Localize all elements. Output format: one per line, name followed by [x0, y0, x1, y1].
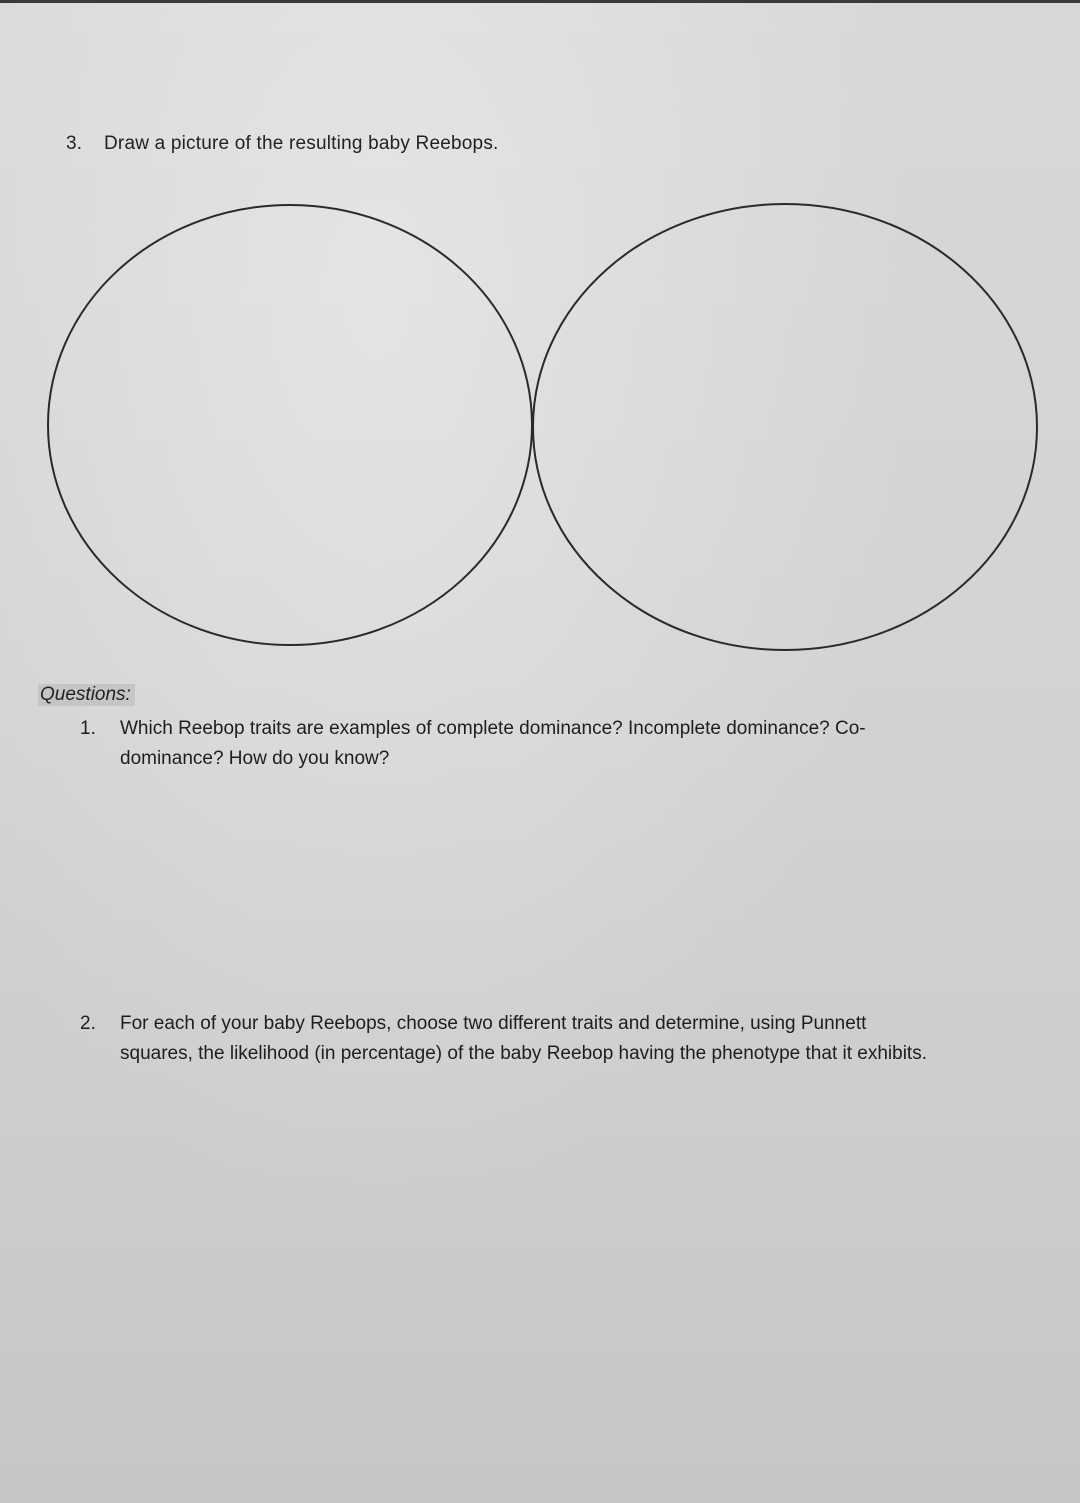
item-3-text: Draw a picture of the resulting baby Reebops.: [104, 133, 499, 154]
question-1-number: 1.: [80, 718, 96, 739]
question-2-number: 2.: [80, 1013, 96, 1034]
question-1-line-2: dominance? How do you know?: [120, 748, 390, 769]
item-3-number: 3.: [66, 133, 83, 154]
question-1-text: [120, 714, 866, 774]
question-2-line-1: For each of your baby Reebops, choose two different traits and determine, using Punnett: [120, 1013, 867, 1034]
questions-heading: Questions:: [38, 684, 135, 706]
right-drawing-circle[interactable]: [533, 204, 1037, 650]
left-drawing-circle[interactable]: [48, 205, 532, 645]
question-2-text: [120, 1009, 927, 1069]
question-1-line-1: Which Reebop traits are examples of complete dominance? Incomplete dominance? Co-: [120, 718, 866, 739]
question-2-line-2: squares, the likelihood (in percentage) of the baby Reebop having the phenotype that it exhibits.: [120, 1043, 927, 1064]
